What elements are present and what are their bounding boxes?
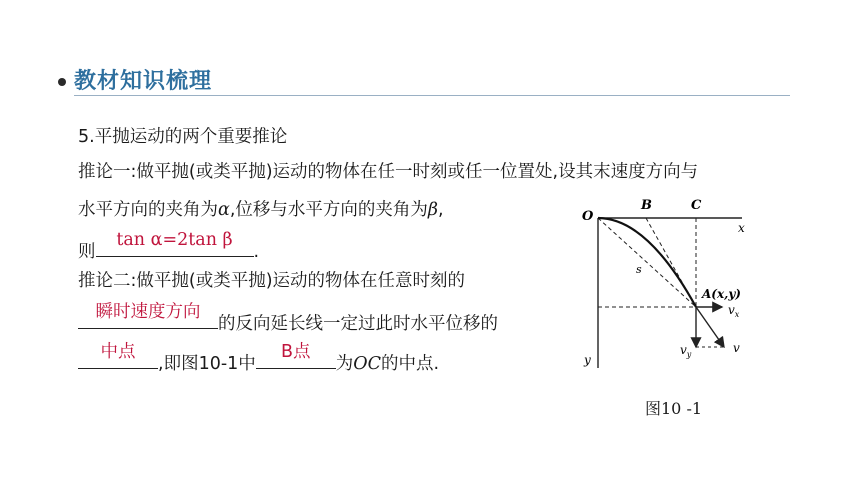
label-x: x [738,221,745,235]
figure-caption: 图10 -1 [645,399,703,418]
answer-2: 瞬时速度方向 [95,302,201,322]
label-s: s [636,263,642,276]
text-segment: 为 [335,354,354,374]
projectile-diagram [570,192,770,377]
v-arrow [696,307,724,347]
bullet-dot [58,78,66,86]
label-vx: $v_x$ [728,303,740,319]
title-underline [74,95,790,96]
label-vy: $v_y$ [680,343,692,359]
label-B: B [641,198,652,213]
answer-blank-4 [256,342,336,369]
text-segment: 的中点. [381,354,440,374]
corollary2-rest: 的反向延长线一定过此时水平位移的 [218,314,498,334]
heading-line [78,125,287,149]
answer-1: tan α=2tan β [116,230,233,250]
text-segment: ,即图10-1中 [158,354,256,374]
label-A: A(x,y) [702,287,741,301]
answer-4: B点 [281,342,311,362]
then-label: 则 [78,242,96,262]
text-segment: 水平方向的夹角为 [78,200,218,220]
section-heading: 5.平抛运动的两个重要推论 [78,127,288,147]
label-y: y [584,353,591,367]
alpha-symbol: α [218,200,230,220]
period: . [253,242,260,262]
section-title: 教材知识梳理 [74,69,213,94]
beta-symbol: β [427,200,439,220]
corollary2-line3 [78,342,440,376]
text-segment: , [438,200,444,220]
answer-blank-1 [96,230,254,257]
label-v: v [733,341,740,355]
label-O: O [582,209,594,224]
answer-3: 中点 [100,342,136,362]
corollary2-line1 [78,269,465,293]
label-C: C [691,198,702,213]
answer-blank-2 [78,302,218,329]
oc-symbol: OC [353,354,382,374]
answer-blank-3 [78,342,158,369]
displacement-line [598,218,696,307]
corollary2-line2 [78,302,498,336]
corollary1-line2 [78,198,444,222]
text-segment: ,位移与水平方向的夹角为 [229,200,428,220]
corollary1-text: 推论一:做平抛(或类平抛)运动的物体在任一时刻或任一位置处,设其末速度方向与 [78,162,699,182]
corollary1-line3 [78,230,260,264]
corollary1-line1 [78,160,698,184]
corollary2-text: 推论二:做平抛(或类平抛)运动的物体在任意时刻的 [78,271,466,291]
